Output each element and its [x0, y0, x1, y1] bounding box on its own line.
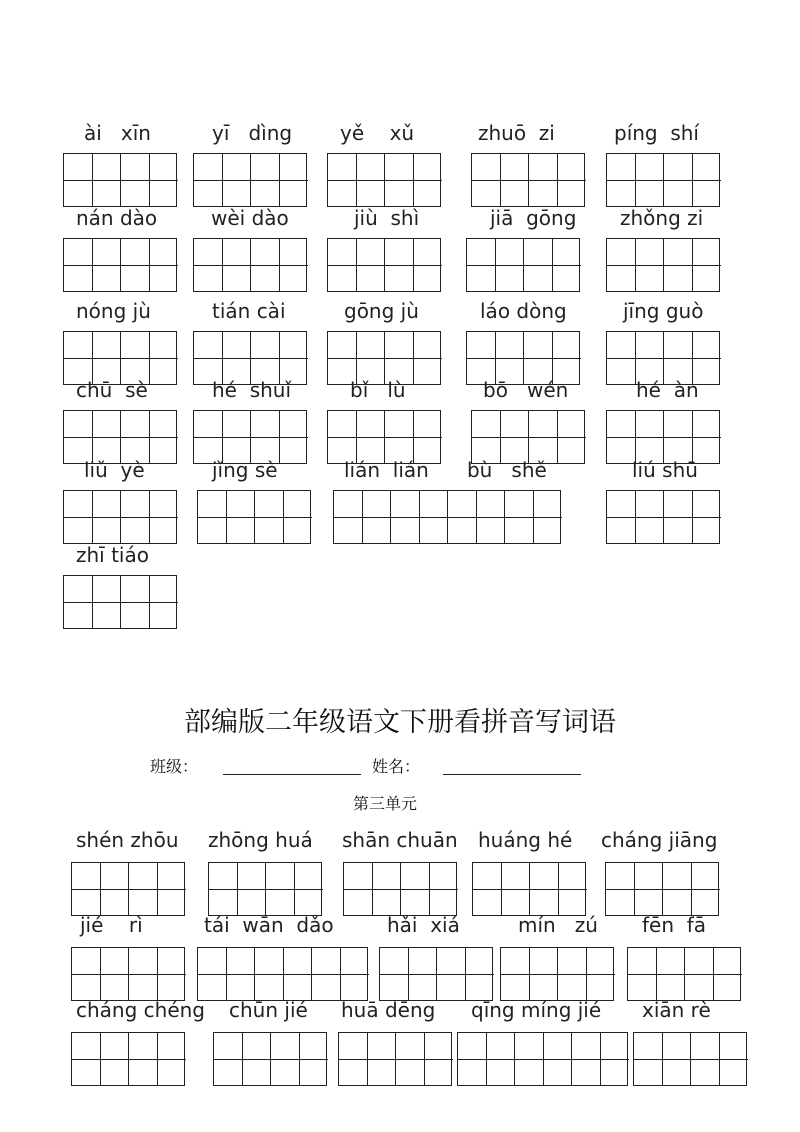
section1-pinyin: zhī tiáo	[76, 543, 149, 567]
grid-cell[interactable]	[720, 1033, 749, 1085]
section1-pinyin: píng shí	[614, 121, 699, 145]
section1-writing-grid[interactable]	[466, 331, 580, 385]
class-label: 班级：	[150, 757, 199, 776]
grid-cell[interactable]	[357, 411, 386, 463]
grid-cell[interactable]	[158, 1033, 187, 1085]
grid-cell[interactable]	[150, 239, 179, 291]
grid-cell[interactable]	[101, 1033, 130, 1085]
section2-writing-grid[interactable]	[338, 1032, 452, 1086]
grid-cell[interactable]	[414, 239, 443, 291]
grid-cell[interactable]	[328, 411, 357, 463]
section2-pinyin: cháng chéng	[76, 998, 206, 1022]
grid-cell[interactable]	[663, 1033, 692, 1085]
section1-writing-grid[interactable]	[193, 331, 307, 385]
grid-cell[interactable]	[472, 154, 501, 206]
grid-cell[interactable]	[385, 411, 414, 463]
section1-pinyin: tián cài	[212, 299, 286, 323]
section1-writing-grid[interactable]	[606, 238, 720, 292]
section2-writing-grid[interactable]	[379, 947, 493, 1001]
grid-cell[interactable]	[414, 332, 443, 384]
section1-writing-grid[interactable]	[471, 410, 585, 464]
grid-cell[interactable]	[553, 239, 582, 291]
grid-cell[interactable]	[344, 863, 373, 915]
grid-cell[interactable]	[64, 239, 93, 291]
grid-cell[interactable]	[64, 576, 93, 628]
grid-cell[interactable]	[414, 411, 443, 463]
grid-cell[interactable]	[129, 948, 158, 1000]
grid-cell[interactable]	[601, 1033, 630, 1085]
section1-pinyin: liǔ yè	[84, 458, 145, 482]
grid-cell[interactable]	[664, 154, 693, 206]
grid-cell[interactable]	[72, 1033, 101, 1085]
grid-cell[interactable]	[524, 332, 553, 384]
grid-cell[interactable]	[198, 948, 227, 1000]
grid-cell[interactable]	[693, 239, 722, 291]
grid-cell[interactable]	[64, 491, 93, 543]
section1-writing-grid[interactable]	[327, 331, 441, 385]
section2-writing-grid[interactable]	[472, 862, 586, 916]
grid-cell[interactable]	[121, 576, 150, 628]
grid-cell[interactable]	[223, 239, 252, 291]
grid-cell[interactable]	[607, 411, 636, 463]
grid-cell[interactable]	[238, 863, 267, 915]
section1-pinyin: bǐ lù	[350, 378, 406, 402]
grid-cell[interactable]	[607, 491, 636, 543]
section2-pinyin: jié rì	[80, 913, 143, 937]
section1-pinyin: gōng jù	[344, 299, 419, 323]
grid-cell[interactable]	[295, 863, 324, 915]
section2-pinyin: chūn jié	[229, 998, 308, 1022]
section1-pinyin: yī dìng	[212, 121, 293, 145]
section1-writing-grid[interactable]	[193, 238, 307, 292]
section1-writing-grid[interactable]	[63, 575, 177, 629]
grid-cell[interactable]	[501, 154, 530, 206]
grid-cell[interactable]	[271, 1033, 300, 1085]
section2-pinyin: fēn fā	[642, 913, 707, 937]
grid-cell[interactable]	[657, 948, 686, 1000]
name-label: 姓名：	[372, 757, 421, 776]
grid-cell[interactable]	[194, 332, 223, 384]
section2-pinyin: mín zú	[518, 913, 598, 937]
grid-cell[interactable]	[251, 154, 280, 206]
grid-cell[interactable]	[150, 411, 179, 463]
grid-cell[interactable]	[194, 411, 223, 463]
grid-cell[interactable]	[64, 411, 93, 463]
section1-pinyin: chū sè	[76, 378, 148, 402]
grid-cell[interactable]	[714, 948, 743, 1000]
grid-cell[interactable]	[129, 863, 158, 915]
grid-cell[interactable]	[636, 491, 665, 543]
grid-cell[interactable]	[501, 948, 530, 1000]
grid-cell[interactable]	[664, 491, 693, 543]
grid-cell[interactable]	[255, 491, 284, 543]
section1-writing-grid[interactable]	[63, 153, 177, 207]
section2-writing-grid[interactable]	[71, 947, 185, 1001]
grid-cell[interactable]	[150, 491, 179, 543]
grid-cell[interactable]	[467, 239, 496, 291]
grid-cell[interactable]	[312, 948, 341, 1000]
grid-cell[interactable]	[693, 332, 722, 384]
section1-pinyin: láo dòng	[480, 299, 567, 323]
grid-cell[interactable]	[448, 491, 477, 543]
grid-cell[interactable]	[284, 948, 313, 1000]
grid-cell[interactable]	[280, 332, 309, 384]
grid-cell[interactable]	[251, 332, 280, 384]
grid-cell[interactable]	[243, 1033, 272, 1085]
grid-cell[interactable]	[72, 948, 101, 1000]
grid-cell[interactable]	[380, 948, 409, 1000]
grid-cell[interactable]	[363, 491, 392, 543]
section2-pinyin: tái wān dǎo	[204, 913, 334, 937]
section1-pinyin: hé àn	[636, 378, 699, 402]
grid-cell[interactable]	[664, 332, 693, 384]
section2-writing-grid[interactable]	[71, 862, 185, 916]
section2-writing-grid[interactable]	[343, 862, 457, 916]
section1-writing-grid[interactable]	[63, 331, 177, 385]
grid-cell[interactable]	[64, 332, 93, 384]
grid-cell[interactable]	[251, 411, 280, 463]
grid-cell[interactable]	[559, 863, 588, 915]
grid-cell[interactable]	[473, 863, 502, 915]
grid-cell[interactable]	[251, 239, 280, 291]
grid-cell[interactable]	[339, 1033, 368, 1085]
grid-cell[interactable]	[129, 1033, 158, 1085]
grid-cell[interactable]	[284, 491, 313, 543]
grid-cell[interactable]	[121, 239, 150, 291]
section1-pinyin: nán dào	[76, 206, 158, 230]
grid-cell[interactable]	[607, 154, 636, 206]
grid-cell[interactable]	[300, 1033, 329, 1085]
grid-cell[interactable]	[357, 239, 386, 291]
grid-cell[interactable]	[558, 154, 587, 206]
section2-writing-grid[interactable]	[633, 1032, 747, 1086]
grid-cell[interactable]	[472, 411, 501, 463]
grid-cell[interactable]	[93, 491, 122, 543]
grid-cell[interactable]	[93, 576, 122, 628]
grid-cell[interactable]	[280, 239, 309, 291]
name-blank	[443, 774, 581, 775]
section1-pinyin: jiù shì	[354, 206, 420, 230]
grid-cell[interactable]	[558, 411, 587, 463]
section1-pinyin: jīng guò	[623, 299, 704, 323]
grid-cell[interactable]	[341, 948, 370, 1000]
grid-cell[interactable]	[458, 1033, 487, 1085]
grid-cell[interactable]	[93, 411, 122, 463]
section1-writing-grid[interactable]	[606, 153, 720, 207]
grid-cell[interactable]	[223, 154, 252, 206]
grid-cell[interactable]	[636, 239, 665, 291]
unit-heading: 第三单元	[352, 794, 417, 813]
grid-cell[interactable]	[634, 1033, 663, 1085]
grid-cell[interactable]	[357, 332, 386, 384]
section1-writing-grid[interactable]	[63, 238, 177, 292]
grid-cell[interactable]	[553, 332, 582, 384]
section1-pinyin: liú shū	[632, 458, 698, 482]
grid-cell[interactable]	[121, 491, 150, 543]
grid-cell[interactable]	[72, 863, 101, 915]
grid-cell[interactable]	[606, 863, 635, 915]
section2-writing-grid[interactable]	[605, 862, 719, 916]
section1-pinyin: zhuō zi	[478, 121, 555, 145]
section1-writing-grid[interactable]	[63, 410, 177, 464]
grid-cell[interactable]	[530, 863, 559, 915]
section2-writing-grid[interactable]	[213, 1032, 327, 1086]
grid-cell[interactable]	[198, 491, 227, 543]
section2-pinyin: huā dēng	[341, 998, 436, 1022]
section1-writing-grid[interactable]	[197, 490, 311, 544]
section2-pinyin: qīng míng jié	[471, 998, 602, 1022]
grid-cell[interactable]	[496, 332, 525, 384]
grid-cell[interactable]	[101, 863, 130, 915]
grid-cell[interactable]	[385, 332, 414, 384]
grid-cell[interactable]	[664, 411, 693, 463]
section1-pinyin: jǐng sè	[212, 458, 278, 482]
grid-cell[interactable]	[437, 948, 466, 1000]
grid-cell[interactable]	[636, 332, 665, 384]
grid-cell[interactable]	[396, 1033, 425, 1085]
section2-pinyin: xiān rè	[642, 998, 711, 1022]
grid-cell[interactable]	[420, 491, 449, 543]
grid-cell[interactable]	[515, 1033, 544, 1085]
grid-cell[interactable]	[502, 863, 531, 915]
grid-cell[interactable]	[425, 1033, 454, 1085]
section2-pinyin: shén zhōu	[76, 828, 179, 852]
grid-cell[interactable]	[93, 239, 122, 291]
section2-pinyin: shān chuān	[342, 828, 458, 852]
grid-cell[interactable]	[373, 863, 402, 915]
section2-pinyin: cháng jiāng	[601, 828, 718, 852]
grid-cell[interactable]	[607, 332, 636, 384]
grid-cell[interactable]	[529, 154, 558, 206]
grid-cell[interactable]	[280, 411, 309, 463]
grid-cell[interactable]	[93, 154, 122, 206]
class-blank	[223, 774, 361, 775]
grid-cell[interactable]	[636, 411, 665, 463]
grid-cell[interactable]	[466, 948, 495, 1000]
section1-pinyin: yě xǔ	[340, 121, 415, 145]
section2-pinyin: hǎi xiá	[387, 913, 460, 937]
section1-pinyin: zhǒng zi	[620, 206, 704, 230]
grid-cell[interactable]	[328, 239, 357, 291]
grid-cell[interactable]	[391, 491, 420, 543]
grid-cell[interactable]	[607, 239, 636, 291]
grid-cell[interactable]	[401, 863, 430, 915]
grid-cell[interactable]	[544, 1033, 573, 1085]
grid-cell[interactable]	[414, 154, 443, 206]
grid-cell[interactable]	[501, 411, 530, 463]
grid-cell[interactable]	[430, 863, 459, 915]
grid-cell[interactable]	[158, 863, 187, 915]
section2-writing-grid[interactable]	[457, 1032, 628, 1086]
section2-writing-grid[interactable]	[627, 947, 741, 1001]
section1-writing-grid[interactable]	[606, 331, 720, 385]
grid-cell[interactable]	[266, 863, 295, 915]
section2-pinyin: zhōng huá	[208, 828, 313, 852]
grid-cell[interactable]	[227, 948, 256, 1000]
grid-cell[interactable]	[524, 239, 553, 291]
grid-cell[interactable]	[64, 154, 93, 206]
grid-cell[interactable]	[628, 948, 657, 1000]
grid-cell[interactable]	[255, 948, 284, 1000]
grid-cell[interactable]	[691, 1033, 720, 1085]
grid-cell[interactable]	[214, 1033, 243, 1085]
section1-writing-grid[interactable]	[327, 238, 441, 292]
section2-writing-grid[interactable]	[197, 947, 368, 1001]
section1-writing-grid[interactable]	[193, 410, 307, 464]
section2-writing-grid[interactable]	[71, 1032, 185, 1086]
grid-cell[interactable]	[93, 332, 122, 384]
grid-cell[interactable]	[685, 948, 714, 1000]
grid-cell[interactable]	[692, 863, 721, 915]
grid-cell[interactable]	[636, 154, 665, 206]
grid-cell[interactable]	[328, 332, 357, 384]
grid-cell[interactable]	[209, 863, 238, 915]
grid-cell[interactable]	[487, 1033, 516, 1085]
grid-cell[interactable]	[693, 154, 722, 206]
grid-cell[interactable]	[505, 491, 534, 543]
grid-cell[interactable]	[572, 1033, 601, 1085]
section1-pinyin: nóng jù	[76, 299, 151, 323]
section2-writing-grid[interactable]	[208, 862, 322, 916]
grid-cell[interactable]	[121, 411, 150, 463]
grid-cell[interactable]	[587, 948, 616, 1000]
grid-cell[interactable]	[150, 332, 179, 384]
section1-writing-grid[interactable]	[63, 490, 177, 544]
grid-cell[interactable]	[150, 154, 179, 206]
grid-cell[interactable]	[150, 576, 179, 628]
grid-cell[interactable]	[530, 948, 559, 1000]
grid-cell[interactable]	[558, 948, 587, 1000]
grid-cell[interactable]	[227, 491, 256, 543]
section1-writing-grid[interactable]	[471, 153, 585, 207]
section1-pinyin: jiā gōng	[490, 206, 577, 230]
grid-cell[interactable]	[334, 491, 363, 543]
grid-cell[interactable]	[664, 239, 693, 291]
grid-cell[interactable]	[158, 948, 187, 1000]
grid-cell[interactable]	[496, 239, 525, 291]
section1-pinyin: bō wén	[483, 378, 569, 402]
grid-cell[interactable]	[385, 154, 414, 206]
grid-cell[interactable]	[357, 154, 386, 206]
grid-cell[interactable]	[534, 491, 563, 543]
section1-writing-grid[interactable]	[193, 153, 307, 207]
grid-cell[interactable]	[385, 239, 414, 291]
page-title: 部编版二年级语文下册看拼音写词语	[184, 707, 616, 738]
grid-cell[interactable]	[280, 154, 309, 206]
grid-cell[interactable]	[663, 863, 692, 915]
section1-pinyin: wèi dào	[211, 206, 289, 230]
section1-pinyin: hé shuǐ	[212, 378, 292, 402]
section1-writing-grid[interactable]	[327, 153, 441, 207]
section1-writing-grid[interactable]	[606, 410, 720, 464]
section1-writing-grid[interactable]	[333, 490, 561, 544]
grid-cell[interactable]	[477, 491, 506, 543]
section1-writing-grid[interactable]	[327, 410, 441, 464]
grid-cell[interactable]	[467, 332, 496, 384]
grid-cell[interactable]	[529, 411, 558, 463]
grid-cell[interactable]	[328, 154, 357, 206]
grid-cell[interactable]	[368, 1033, 397, 1085]
grid-cell[interactable]	[223, 332, 252, 384]
grid-cell[interactable]	[635, 863, 664, 915]
grid-cell[interactable]	[121, 332, 150, 384]
section2-pinyin: huáng hé	[478, 828, 573, 852]
section1-pinyin: ài xīn	[84, 121, 151, 145]
grid-cell[interactable]	[693, 491, 722, 543]
grid-cell[interactable]	[223, 411, 252, 463]
grid-cell[interactable]	[101, 948, 130, 1000]
section2-writing-grid[interactable]	[500, 947, 614, 1001]
grid-cell[interactable]	[121, 154, 150, 206]
grid-cell[interactable]	[409, 948, 438, 1000]
grid-cell[interactable]	[194, 154, 223, 206]
section1-writing-grid[interactable]	[606, 490, 720, 544]
grid-cell[interactable]	[194, 239, 223, 291]
section1-pinyin: lián lián bù shě	[344, 458, 547, 482]
grid-cell[interactable]	[693, 411, 722, 463]
section1-writing-grid[interactable]	[466, 238, 580, 292]
